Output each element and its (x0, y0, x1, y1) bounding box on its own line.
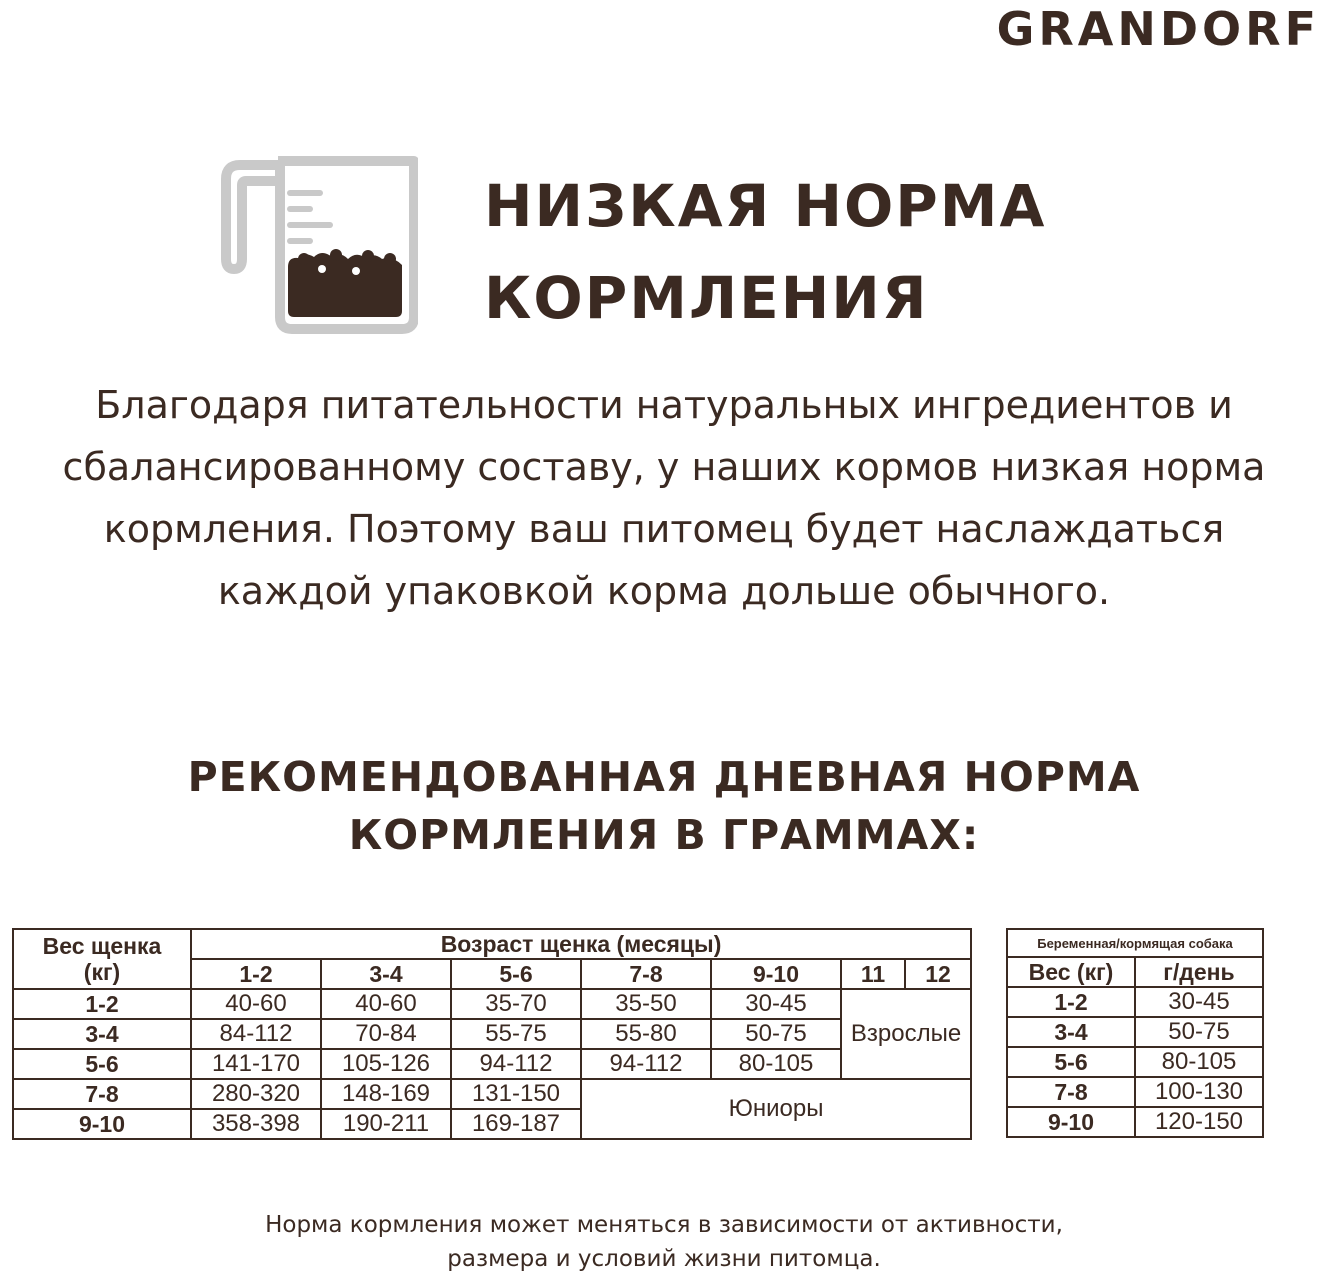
intro-paragraph (0, 374, 1328, 622)
weight-cell: 5-6 (13, 1049, 191, 1079)
value-cell: 55-80 (581, 1019, 711, 1049)
weight-cell: 1-2 (1007, 987, 1135, 1017)
weight-cell: 1-2 (13, 989, 191, 1019)
measuring-cup-icon (218, 155, 418, 335)
value-cell: 35-50 (581, 989, 711, 1019)
value-cell: 50-75 (1135, 1017, 1263, 1047)
table-row (13, 989, 971, 1019)
table-row (1007, 1077, 1263, 1107)
age-column-header: 9-10 (711, 959, 841, 989)
intro-line: каждой упаковкой корма дольше обычного. (217, 569, 1111, 613)
intro-line: сбалансированному составу, у наших кормов низкая норма (62, 445, 1266, 489)
table-row (1007, 1107, 1263, 1137)
value-cell: 84-112 (191, 1019, 321, 1049)
value-cell: 40-60 (321, 989, 451, 1019)
age-header: Возраст щенка (месяцы) (191, 929, 971, 959)
table-row (13, 1049, 971, 1079)
value-cell: 70-84 (321, 1019, 451, 1049)
age-column-header: 3-4 (321, 959, 451, 989)
weight-cell: 5-6 (1007, 1047, 1135, 1077)
pregnant-dog-table (1006, 928, 1264, 1138)
weight-header-line: (кг) (83, 959, 121, 985)
value-cell: 190-211 (321, 1109, 451, 1139)
value-cell: 358-398 (191, 1109, 321, 1139)
age-column-header: 1-2 (191, 959, 321, 989)
value-cell: 120-150 (1135, 1107, 1263, 1137)
value-cell: 169-187 (451, 1109, 581, 1139)
weight-cell: 3-4 (13, 1019, 191, 1049)
table-row (13, 1019, 971, 1049)
value-cell: 55-75 (451, 1019, 581, 1049)
footnote (0, 1208, 1328, 1276)
intro-line: кормления. Поэтому ваш питомец будет наслаждаться (103, 507, 1225, 551)
value-cell: 80-105 (711, 1049, 841, 1079)
footnote-line: размера и условий жизни питомца. (447, 1246, 881, 1272)
value-cell: 131-150 (451, 1079, 581, 1109)
value-cell: 148-169 (321, 1079, 451, 1109)
footnote-line: Норма кормления может меняться в зависимости от активности, (265, 1212, 1063, 1238)
grams-header: г/день (1135, 957, 1263, 987)
value-cell: 100-130 (1135, 1077, 1263, 1107)
table-row (1007, 1047, 1263, 1077)
age-column-header: 12 (905, 959, 971, 989)
weight-cell: 3-4 (1007, 1017, 1135, 1047)
age-column-header: 11 (841, 959, 905, 989)
weight-header-line: Вес щенка (42, 933, 162, 959)
section-title-line: РЕКОМЕНДОВАННАЯ ДНЕВНАЯ НОРМА (187, 753, 1141, 801)
value-cell: 50-75 (711, 1019, 841, 1049)
weight-cell: 7-8 (13, 1079, 191, 1109)
value-cell: 35-70 (451, 989, 581, 1019)
weight-header: Вес (кг) (1007, 957, 1135, 987)
adults-cell: Взрослые (841, 989, 971, 1079)
weight-header (13, 929, 191, 989)
age-column-header: 5-6 (451, 959, 581, 989)
headline (484, 160, 1046, 344)
section-title (0, 748, 1328, 864)
headline-line: НИЗКАЯ НОРМА (484, 172, 1047, 240)
value-cell: 141-170 (191, 1049, 321, 1079)
section-title-line: КОРМЛЕНИЯ В ГРАММАХ: (348, 811, 980, 859)
pregnant-table-caption: Беременная/кормящая собака (1007, 929, 1263, 957)
table-row (13, 1079, 971, 1109)
table-row (1007, 1017, 1263, 1047)
weight-cell: 7-8 (1007, 1077, 1135, 1107)
table-row (1007, 987, 1263, 1017)
brand-logo: GRANDORF (996, 2, 1320, 56)
age-column-header: 7-8 (581, 959, 711, 989)
juniors-cell: Юниоры (581, 1079, 971, 1139)
value-cell: 280-320 (191, 1079, 321, 1109)
weight-cell: 9-10 (1007, 1107, 1135, 1137)
value-cell: 40-60 (191, 989, 321, 1019)
headline-line: КОРМЛЕНИЯ (484, 264, 929, 332)
puppy-feeding-table (12, 928, 972, 1140)
value-cell: 30-45 (1135, 987, 1263, 1017)
value-cell: 94-112 (581, 1049, 711, 1079)
weight-cell: 9-10 (13, 1109, 191, 1139)
value-cell: 94-112 (451, 1049, 581, 1079)
intro-line: Благодаря питательности натуральных ингредиентов и (95, 383, 1233, 427)
value-cell: 30-45 (711, 989, 841, 1019)
value-cell: 105-126 (321, 1049, 451, 1079)
value-cell: 80-105 (1135, 1047, 1263, 1077)
